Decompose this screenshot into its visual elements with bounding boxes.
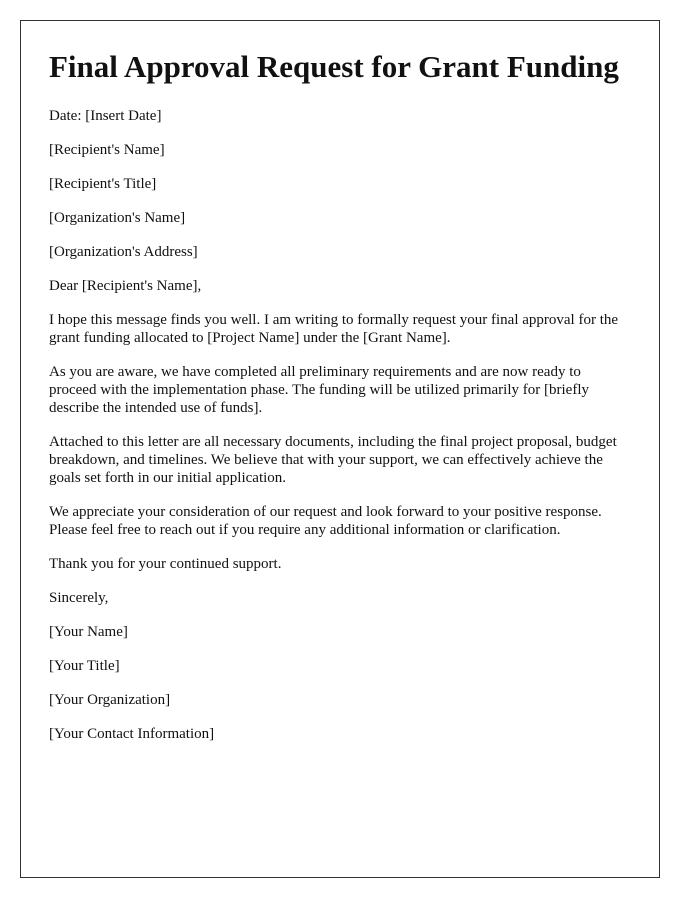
sender-organization: [Your Organization]: [49, 692, 171, 708]
body-paragraph-intro: I hope this message finds you well. I am writing to formally request your final approval for the grant funding allocated to [Project Name] under the [Grant Name].: [49, 312, 619, 346]
body-paragraph-implementation: As you are aware, we have completed all preliminary requirements and are now ready to proceed with the implementation phase. The funding will be utilized primarily for [briefly describe the intended use of funds].: [49, 364, 589, 416]
recipient-title: [Recipient's Title]: [49, 176, 157, 192]
sender-title: [Your Title]: [49, 658, 120, 674]
date-line: Date: [Insert Date]: [49, 108, 162, 124]
letter-page: [20, 20, 660, 878]
sender-contact-information: [Your Contact Information]: [49, 726, 215, 742]
organization-name: [Organization's Name]: [49, 210, 186, 226]
thank-you-line: Thank you for your continued support.: [49, 556, 282, 572]
letter-title: Final Approval Request for Grant Funding: [49, 49, 619, 84]
body-paragraph-appreciation: We appreciate your consideration of our request and look forward to your positive response. Please feel free to reach out if you require any additional information or clarification.: [49, 504, 602, 538]
organization-address: [Organization's Address]: [49, 244, 198, 260]
body-paragraph-attachments: Attached to this letter are all necessary documents, including the final project proposal, budget breakdown, and timelines. We believe that with your support, we can effectively achieve the goals set forth in our initial application.: [49, 434, 617, 486]
recipient-name: [Recipient's Name]: [49, 142, 165, 158]
sender-name: [Your Name]: [49, 624, 128, 640]
salutation: Dear [Recipient's Name],: [49, 278, 202, 294]
closing: Sincerely,: [49, 590, 109, 606]
